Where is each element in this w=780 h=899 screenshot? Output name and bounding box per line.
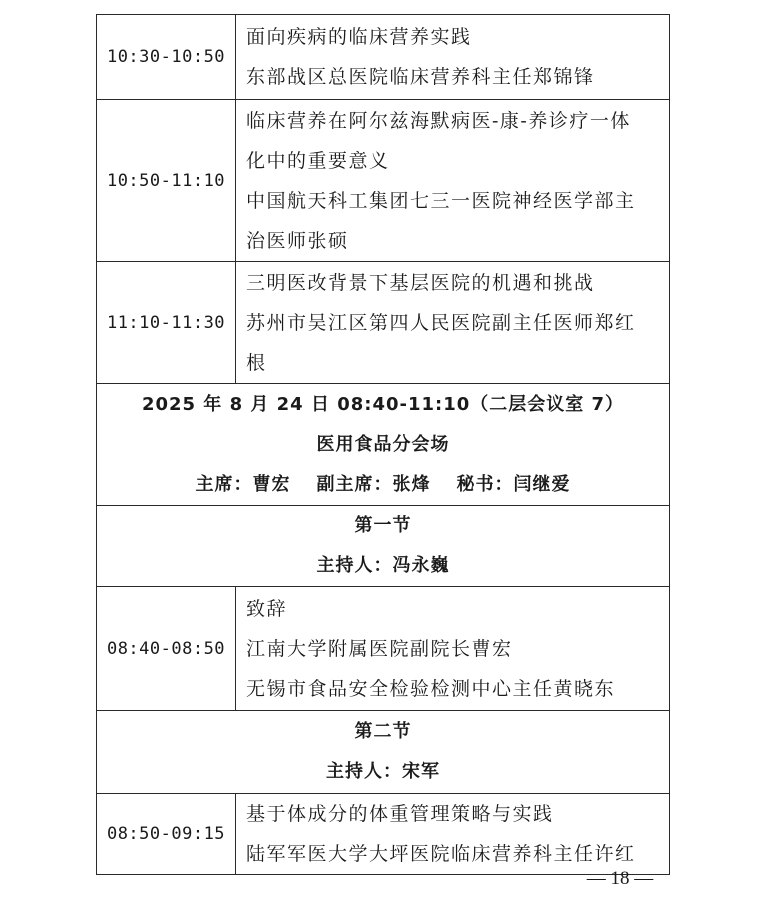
content-cell <box>236 15 670 100</box>
time-cell: 10:50-11:10 <box>97 100 236 262</box>
schedule-table <box>96 14 670 875</box>
table-row <box>97 262 670 384</box>
chair-label: 主席：曹宏 <box>195 473 291 495</box>
table-row <box>97 15 670 100</box>
topic-line: 三明医改背景下基层医院的机遇和挑战 <box>246 271 595 294</box>
time-cell: 10:30-10:50 <box>97 15 236 100</box>
speaker-line: 中国航天科工集团七三一医院神经医学部主 <box>246 189 636 212</box>
speaker-line: 无锡市食品安全检验检测中心主任黄晓东 <box>246 677 616 700</box>
speaker-line: 根 <box>246 351 267 374</box>
secretary-label: 秘书：闫继爱 <box>456 473 571 495</box>
session-datetime: 2025 年 8 月 24 日 08:40-11:10（二层会议室 7） <box>141 393 625 415</box>
section-header-row <box>97 711 670 794</box>
topic-line: 临床营养在阿尔兹海默病医-康-养诊疗一体 <box>246 109 631 132</box>
section-title: 第一节 <box>354 515 412 536</box>
time-cell: 11:10-11:30 <box>97 262 236 384</box>
section-title: 第二节 <box>354 721 412 742</box>
speaker-line: 苏州市吴江区第四人民医院副主任医师郑红 <box>246 311 636 334</box>
content-cell <box>236 587 670 711</box>
session-name: 医用食品分会场 <box>316 433 450 455</box>
topic-line: 基于体成分的体重管理策略与实践 <box>246 803 554 825</box>
speaker-line: 陆军军医大学大坪医院临床营养科主任许红 <box>246 843 636 865</box>
section-header-row <box>97 506 670 587</box>
table-row <box>97 100 670 262</box>
content-cell <box>236 794 670 875</box>
section-header <box>97 506 670 587</box>
section-host: 主持人：宋军 <box>326 761 440 782</box>
time-cell: 08:40-08:50 <box>97 587 236 711</box>
topic-line: 致辞 <box>246 597 288 620</box>
session-officers <box>97 465 669 505</box>
speaker-line: 治医师张硕 <box>246 229 349 252</box>
content-cell <box>236 262 670 384</box>
speaker-line: 东部战区总医院临床营养科主任郑锦锋 <box>246 66 595 88</box>
topic-line: 面向疾病的临床营养实践 <box>246 26 472 48</box>
content-cell <box>236 100 670 262</box>
session-header <box>97 384 670 506</box>
section-header <box>97 711 670 794</box>
session-header-row <box>97 384 670 506</box>
table-row <box>97 794 670 875</box>
table-row <box>97 587 670 711</box>
speaker-line: 江南大学附属医院副院长曹宏 <box>246 637 513 660</box>
vice-chair-label: 副主席：张烽 <box>316 473 431 495</box>
topic-line: 化中的重要意义 <box>246 149 390 172</box>
time-cell: 08:50-09:15 <box>97 794 236 875</box>
section-host: 主持人：冯永巍 <box>316 555 450 576</box>
page-number: — 18 — <box>586 868 654 889</box>
